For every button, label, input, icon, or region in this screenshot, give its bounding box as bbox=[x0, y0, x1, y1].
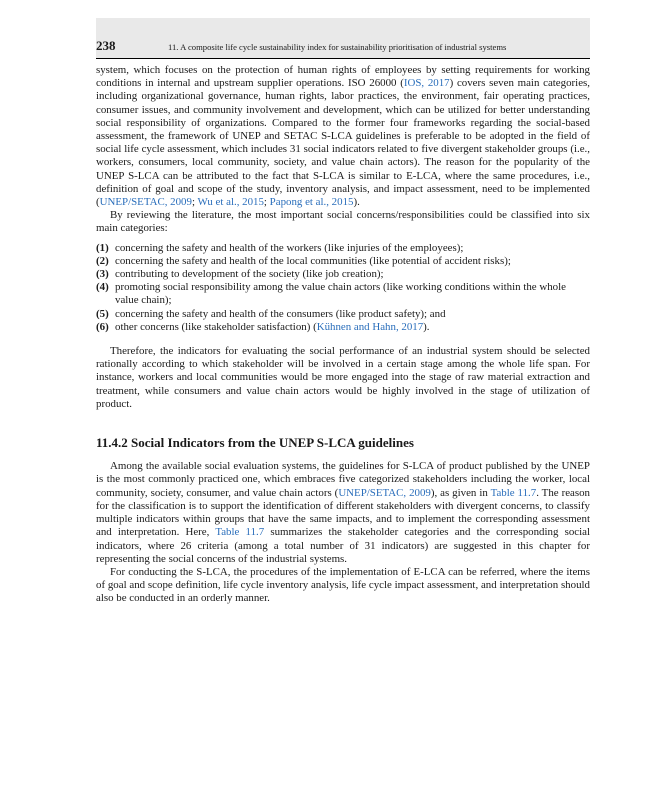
list-number: (4) bbox=[96, 281, 109, 294]
list-text: concerning the safety and health of the local communities (like potential of accident risks); bbox=[115, 254, 511, 267]
citation-link[interactable]: UNEP/SETAC, 2009 bbox=[338, 486, 431, 499]
paragraph-5: For conducting the S-LCA, the procedures of the implementation of E-LCA can be referred, where the items of goal and scope definition, life cycle inventory analysis, life cycle impact assessment, and interpretation should also be conducted in an orderly manner. bbox=[96, 565, 590, 605]
paragraph-1 bbox=[96, 64, 590, 209]
text-run: Among the available social evaluation systems, the guidelines for S-LCA of product published by the UNEP is the most commonly practiced one, which embraces five categorized stakeholders including the worker, local community, society, consumer, and value chain actors ( bbox=[96, 460, 590, 499]
list-item bbox=[96, 255, 590, 268]
list-number: (5) bbox=[96, 307, 109, 320]
text-run: summarizes the stakeholder categories and the corresponding social indicators, where 26 criteria (among a total number of 31 indicators) are suggested in this chapter for representing the social concerns of the industrial systems. bbox=[96, 526, 590, 565]
list-item bbox=[96, 321, 590, 334]
list-text: concerning the safety and health of the consumers (like product safety); and bbox=[115, 307, 446, 320]
list-text bbox=[115, 321, 590, 334]
concerns-list bbox=[96, 242, 590, 334]
text-run: system, which focuses on the protection of human rights of employees by setting requirements for working conditions in internal and upstream supplier operations. ISO 26000 ( bbox=[96, 64, 590, 90]
text-run: ; bbox=[191, 196, 198, 209]
list-item bbox=[96, 268, 590, 281]
table-link[interactable]: Table 11.7 bbox=[215, 526, 265, 539]
page bbox=[96, 18, 590, 606]
page-number: 238 bbox=[96, 38, 116, 53]
table-link[interactable]: Table 11.7 bbox=[490, 486, 537, 499]
list-number: (3) bbox=[96, 268, 109, 281]
paragraph-3: Therefore, the indicators for evaluating the social performance of an industrial system should be selected rationally according to which stakeholder will be involved in a certain stage among the whole life span. For instance, workers and local communities would be more engaged into the stage of raw material extraction and treatment, while consumers and value chain actors would be highly involved in the stage of utilization of product. bbox=[96, 345, 590, 410]
text-run: ), as given in bbox=[430, 486, 491, 499]
text-run: ; bbox=[263, 196, 270, 209]
list-text: promoting social responsibility among the value chain actors (like working conditions within the whole value chain); bbox=[115, 281, 566, 307]
list-number: (6) bbox=[96, 320, 109, 333]
citation-link[interactable]: Kühnen and Hahn, 2017 bbox=[316, 320, 424, 333]
list-text: concerning the safety and health of the workers (like injuries of the employees); bbox=[115, 241, 464, 254]
list-item bbox=[96, 242, 590, 255]
text-run: ). bbox=[353, 196, 360, 209]
text-run: ) covers seven main categories, including organizational governance, human rights, labor practices, the environment, fair operating practices, consumer issues, and community involvement and development, which can be utilized for better understanding social responsibility of organizations. Compared to the former four frameworks regarding the social-based assessment, the framework of UNEP and SETAC S-LCA guidelines is preferable to be adopted in the field of social life cycle assessment, which includes 31 social indicators related to five divergent stakeholder groups (i.e., workers, consumers, local community, society, and value chain actors). The reason for the popularity of the UNEP S-LCA can be attributed to the fact that S-LCA is similar to E-LCA, where the same procedures, i.e., definition of goal and scope of the study, inventory analysis, and impact assessment, need to be implemented ( bbox=[96, 77, 590, 209]
list-number: (1) bbox=[96, 241, 109, 254]
header-rule bbox=[96, 58, 590, 59]
paragraph-2: By reviewing the literature, the most important social concerns/responsibilities could be classified into six main categories: bbox=[96, 209, 590, 235]
citation-link[interactable]: Papong et al., 2015 bbox=[269, 196, 354, 209]
paragraph-4 bbox=[96, 460, 590, 566]
text-run: . The reason for the classification is to support the identification of different stakeholders with divergent concerns, to classify multiple indicators within groups that have the same impacts, and to implement the corresponding assessment and interpretation. Here, bbox=[96, 486, 590, 539]
list-item bbox=[96, 308, 590, 321]
citation-link[interactable]: UNEP/SETAC, 2009 bbox=[99, 196, 192, 209]
running-header bbox=[96, 18, 590, 58]
text-run: other concerns (like stakeholder satisfaction) ( bbox=[115, 320, 317, 333]
list-item bbox=[96, 281, 590, 307]
citation-link[interactable]: IOS, 2017 bbox=[403, 77, 450, 90]
citation-link[interactable]: Wu et al., 2015 bbox=[197, 196, 264, 209]
list-number: (2) bbox=[96, 254, 109, 267]
list-text: contributing to development of the society (like job creation); bbox=[115, 268, 384, 281]
text-run: ). bbox=[423, 320, 430, 333]
body-text bbox=[96, 64, 590, 606]
section-heading: 11.4.2 Social Indicators from the UNEP S-LCA guidelines bbox=[96, 435, 414, 451]
running-title: 11. A composite life cycle sustainability index for sustainability prioritisation of industrial systems bbox=[168, 42, 507, 52]
